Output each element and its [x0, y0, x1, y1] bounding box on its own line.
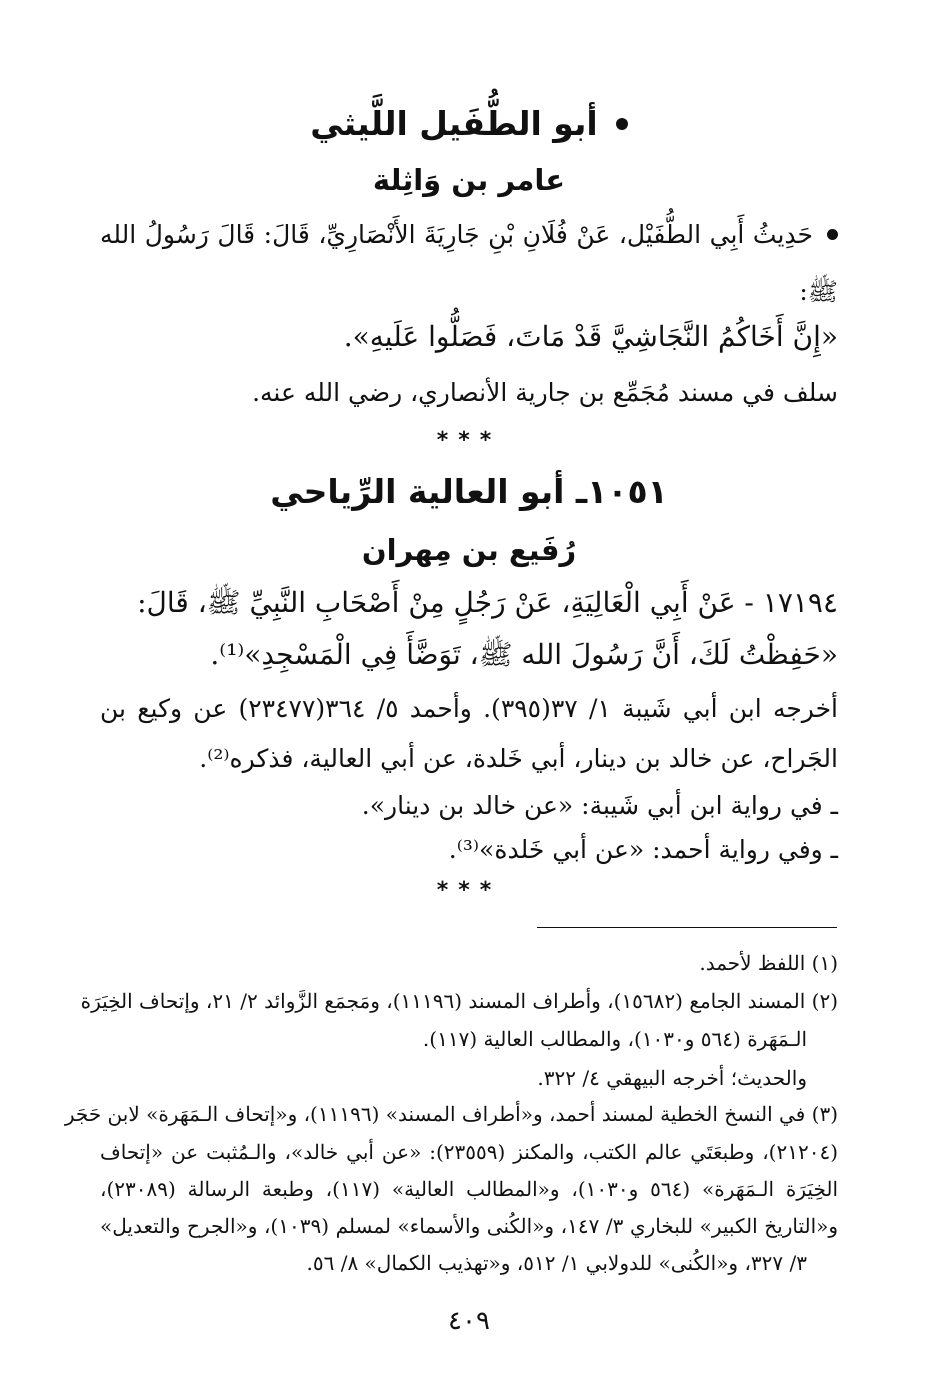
footnote-3-line-4: و«التاريخ الكبير» للبخاري ٣/ ١٤٧، و«الكُنى والأسماء» لمسلم (١٠٣٩)، و«الجرح والتعديل»	[100, 1214, 839, 1238]
variant-note-2: ـ وفي رواية أحمد: «عن أبي خَلدة»⁽³⁾.	[448, 835, 838, 864]
page-number: ٤٠٩	[448, 1306, 490, 1336]
section-title-abu-aliya: ١٠٥١ـ أبو العالية الرِّياحي	[270, 472, 668, 511]
takhrij-line-2: الجَراح، عن خالد بن دينار، أبي خَلدة، عن أبي العالية، فذكره⁽²⁾.	[199, 744, 838, 773]
footnote-2-line-3: والحديث؛ أخرجه البيهقي ٤/ ٣٢٢.	[537, 1066, 807, 1090]
cross-reference-note: سلف في مسند مُجَمِّع بن جارية الأنصاري، رضي الله عنه.	[252, 378, 838, 407]
footnote-3-line-2: (٢١٢٠٤)، وطبعَتَي عالم الكتب، والمكنز (٢٣٥٥٩): «عن أبي خالد»، والـمُثبت عن «إتحاف	[100, 1140, 838, 1164]
footnote-2-line-2: الـمَهَرة (٥٦٤ و١٠٣٠)، والمطالب العالية (١١٧).	[422, 1027, 807, 1051]
footnote-3-line-3: الخِيَرَة الـمَهَرة» (٥٦٤ و١٠٣٠)، و«المطالب العالية» (١١٧)، وطبعة الرسالة (٢٣٠٨٩)،	[100, 1177, 839, 1201]
footnote-1: (١) اللفظ لأحمد.	[699, 951, 838, 975]
hadith-line-1: ١٧١٩٤ - عَنْ أَبِي الْعَالِيَةِ، عَنْ رَجُلٍ مِنْ أَصْحَابِ النَّبِيِّ ﷺ، قَالَ:	[137, 586, 838, 619]
hadith-intro-line	[100, 220, 838, 249]
bullet-icon	[616, 118, 628, 130]
footnote-2-line-1: (٢) المسند الجامع (١٥٦٨٢)، وأطراف المسند (١١١٩٦)، ومَجمَع الزَّوائد ٢/ ٢١، وإتحاف الخِيَرَة	[80, 989, 838, 1013]
takhrij-line-1: أخرجه ابن أبي شَيبة ١/ ٣٧(٣٩٥). وأحمد ٥/ ٣٦٤(٢٣٤٧٧) عن وكيع بن	[100, 694, 838, 723]
section-subtitle-rufay: رُفَيع بن مِهران	[361, 533, 577, 567]
salutation-line: ﷺ:	[799, 277, 838, 306]
footnote-3-line-1: (٣) في النسخ الخطية لمسند أحمد، و«أطراف المسند» (١١١٩٦)، و«إتحاف الـمَهَرة» لابن حَجَر	[64, 1102, 838, 1126]
bullet-icon	[827, 229, 838, 240]
section-separator: ***	[436, 428, 502, 453]
section-subtitle-amir: عامر بن وَاثِلة	[372, 163, 566, 197]
section-separator: ***	[436, 878, 502, 903]
footnote-3-line-5: ٣/ ٣٢٧، و«الكُنى» للدولابي ١/ ٥١٢، و«تهذيب الكمال» ٨/ ٥٦.	[306, 1251, 807, 1275]
footnote-divider	[537, 927, 837, 928]
hadith-intro-text: حَدِيثُ أَبِي الطُّفَيْل، عَنْ فُلَانِ بْنِ جَارِيَةَ الأَنْصَارِيِّ، قَالَ: قَالَ رَسُولُ الله	[100, 220, 813, 249]
variant-note-1: ـ في رواية ابن أبي شَيبة: «عن خالد بن دينار».	[361, 791, 838, 820]
section-title-text: أبو الطُّفَيل اللَّيثي	[310, 104, 598, 143]
hadith-line-2: «حَفِظْتُ لَكَ، أَنَّ رَسُولَ الله ﷺ، تَوَضَّأَ فِي الْمَسْجِدِ»⁽¹⁾.	[210, 638, 838, 671]
hadith-text-najashi: «إِنَّ أَخَاكُمُ النَّجَاشِيَّ قَدْ مَاتَ، فَصَلُّوا عَلَيهِ».	[343, 320, 838, 353]
section-title-abu-tufayl	[0, 104, 938, 143]
